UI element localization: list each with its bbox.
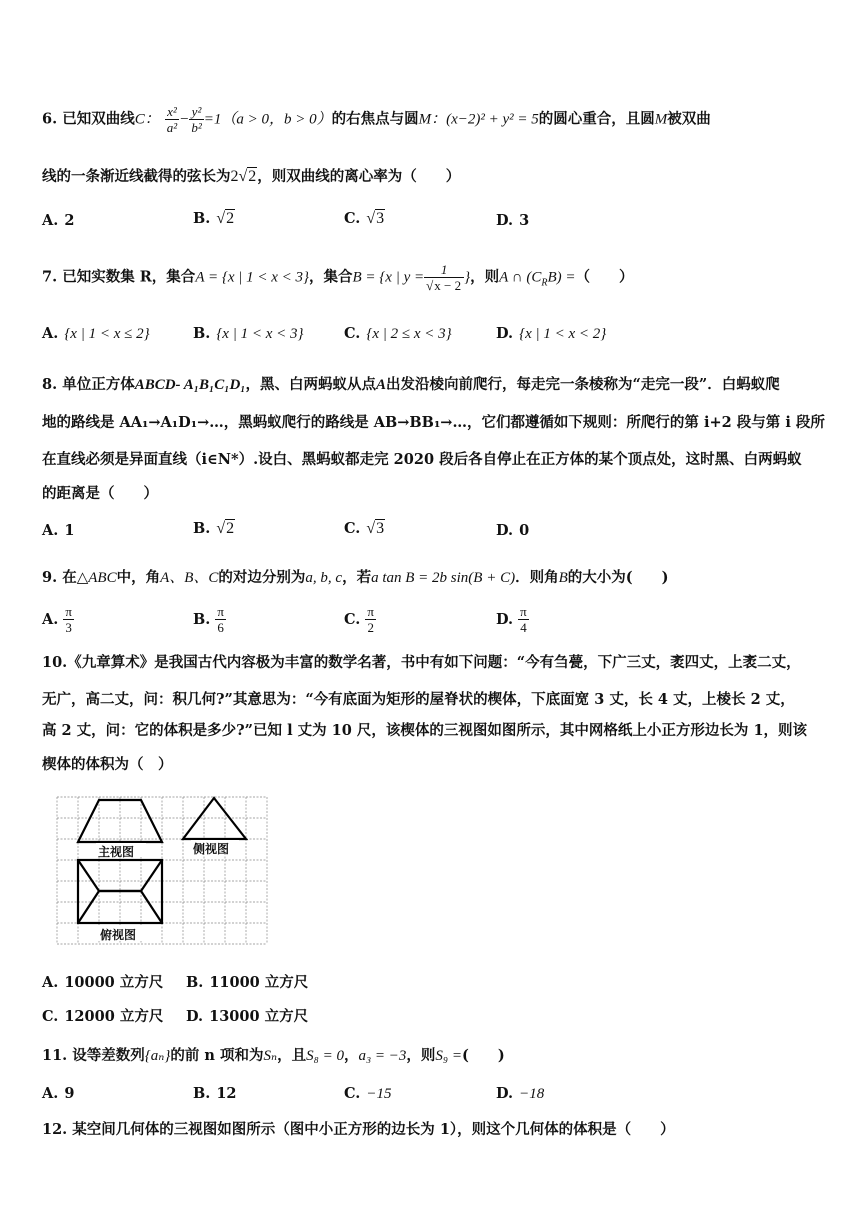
frac-num: 1 (424, 262, 464, 278)
q6-option-c[interactable]: C. √3 (344, 210, 385, 227)
q9-number: 9. (42, 569, 58, 586)
option-label: A. (42, 974, 59, 991)
q11-text: ， (343, 1047, 359, 1064)
q7-sub: R (541, 277, 548, 289)
frac-num: x² (165, 104, 179, 120)
option-label: B. (186, 974, 204, 991)
frac-den: a² (166, 120, 178, 135)
q10-line-1 (42, 651, 801, 672)
q8-option-a[interactable] (42, 522, 74, 539)
q7-option-d[interactable] (496, 325, 606, 343)
option-label: C. (344, 611, 361, 628)
option-label: B. (193, 611, 211, 628)
q7-option-b[interactable] (193, 325, 304, 343)
q8-line-1 (42, 373, 780, 394)
q7-text: 已知实数集 R，集合 (62, 268, 196, 286)
q6-text: 的圆心重合，且圆 (538, 110, 655, 128)
frac-den: 4 (520, 620, 527, 635)
option-value: −18 (519, 1086, 545, 1102)
q8-text: 单位正方体 (62, 376, 135, 393)
option-value: 13000 立方尺 (209, 1008, 309, 1025)
option-value: 12 (216, 1085, 237, 1102)
q8-text: ，黑、白两蚂蚁从点 (245, 376, 377, 393)
frac-num: π (367, 604, 374, 619)
frac-num: π (520, 604, 527, 619)
q6-text: 线的一条渐近线截得的弦长为 (42, 168, 231, 185)
option-value: 9 (64, 1085, 75, 1102)
option-label: D. (496, 1085, 514, 1102)
q7-option-c[interactable] (344, 325, 452, 343)
q11-number: 11. (42, 1047, 68, 1064)
option-label: C. (344, 520, 361, 537)
option-label: D. (496, 325, 514, 342)
q6-frac-y (189, 104, 203, 135)
frac-den: 6 (217, 620, 224, 635)
q6-eq: =1 (203, 111, 222, 128)
q8-option-b[interactable]: B. √2 (193, 520, 235, 537)
q7-line (42, 262, 633, 293)
q11-option-b[interactable] (193, 1085, 237, 1102)
q6-text: 已知双曲线 (62, 110, 135, 128)
q7-brace: } (464, 269, 471, 286)
q12-text: 某空间几何体的三视图如图所示（图中小正方形的边长为 1），则这个几何体的体积是（ ） (72, 1121, 675, 1138)
q6-frac-x (165, 104, 179, 135)
q9-angles: A、B、C (160, 570, 219, 586)
q9-text: ，若 (342, 569, 372, 586)
option-value: 11000 立方尺 (209, 974, 309, 991)
option-label: B. (193, 210, 211, 227)
option-value: 3 (376, 210, 385, 227)
frac-den: x − 2 (434, 278, 462, 293)
front-view-label: 主视图 (98, 845, 135, 859)
option-label: D. (186, 1008, 204, 1025)
q9-equation: a tan B = 2b sin(B + C) (371, 570, 516, 586)
q9-option-b[interactable] (193, 604, 226, 635)
q6-option-a[interactable] (42, 212, 74, 229)
frac-den: b² (191, 120, 202, 135)
q6-option-d[interactable] (496, 212, 529, 229)
q6-m: M (654, 111, 668, 128)
q9-text: 中，角 (116, 569, 161, 586)
option-value: {x | 1 < x < 2} (519, 326, 607, 342)
option-value: 0 (519, 522, 530, 539)
q7-text: ，则 (470, 268, 500, 286)
option-value: 2 (64, 212, 75, 229)
q7-option-a[interactable] (42, 325, 150, 343)
q8-number: 8. (42, 376, 58, 393)
option-value: −15 (366, 1086, 392, 1102)
q9-text: ．则角 (515, 569, 559, 586)
q6-number: 6. (42, 110, 58, 128)
frac-den: 3 (65, 620, 72, 635)
option-label: B. (193, 1085, 211, 1102)
q6-line-2 (42, 165, 460, 186)
q6-chord-value: 2√2 (230, 168, 257, 185)
option-label: C. (42, 1008, 59, 1025)
q8-cube: ABCD- A₁B₁C₁D₁ (134, 377, 246, 393)
q8-point: A (376, 377, 387, 393)
q11-line (42, 1044, 505, 1065)
option-frac (215, 604, 226, 635)
q9-text: 的对边分别为 (218, 569, 306, 586)
q11-sn: Sₙ (263, 1048, 278, 1064)
top-view-label: 俯视图 (100, 928, 137, 942)
option-label: C. (344, 210, 361, 227)
option-value: 2 (226, 520, 235, 537)
q7-text: ，集合 (309, 268, 353, 286)
q9-option-c[interactable] (344, 604, 376, 635)
q9-text: 在 (62, 569, 77, 586)
q12-number: 12. (42, 1121, 68, 1138)
q8-text: 出发沿棱向前爬行，每走完一条棱称为“走完一段”．白蚂蚁爬 (386, 376, 780, 393)
q6-option-b[interactable]: B. √2 (193, 210, 235, 227)
q6-text: 被双曲 (667, 110, 711, 128)
frac-num: π (65, 604, 72, 619)
q10-option-b[interactable] (186, 971, 308, 992)
q9-line (42, 566, 669, 587)
option-frac (63, 604, 74, 635)
q11-text: 的前 n 项和为 (170, 1047, 264, 1064)
q6-line-1: 6. 已知双曲线C： $\frac{\text{x²}}{\text{a²}}$ − $\frac{\text{y²}}{\text{b²}}$ =1（a > 0，b > 0）的右焦点与圆M：(x−2)² + y² = 5的圆心重合，且圆M被双曲 (42, 104, 711, 135)
option-value: 1 (64, 522, 75, 539)
option-label: D. (496, 611, 514, 628)
q7-frac: $\frac{1}{√x - 2}$ (424, 262, 464, 293)
option-label: A. (42, 212, 59, 229)
q7-set-a: A = {x | 1 < x < 3} (195, 269, 310, 286)
option-value: {x | 1 < x ≤ 2} (64, 326, 150, 342)
q9-angle-b: B (558, 570, 568, 586)
q7-number: 7. (42, 268, 58, 286)
three-view-grid (56, 796, 268, 946)
q9-option-d[interactable] (496, 604, 529, 635)
q11-text: 设等差数列 (72, 1047, 145, 1064)
q10-line-4: 楔体的体积为（ ） (42, 756, 173, 773)
q8-line-3: 在直线必须是异面直线（i∈N*）.设白、黑蚂蚁都走完 2020 段后各自停止在正方体的某个顶点处，这时黑、白两蚂蚁 (42, 451, 802, 468)
q9-triangle: △ABC (76, 570, 117, 586)
q7-set-b: B = {x | y = (352, 269, 425, 286)
q6-curve: C： (134, 111, 160, 128)
option-label: A. (42, 522, 59, 539)
option-label: C. (344, 325, 361, 342)
frac-den: 2 (367, 620, 374, 635)
q10-option-c[interactable] (42, 1005, 163, 1026)
option-value: {x | 1 < x < 3} (216, 326, 304, 342)
q11-text: ，则 (406, 1047, 436, 1064)
q8-option-d[interactable] (496, 522, 529, 539)
q11-a3: a₃ = −3 (358, 1048, 407, 1064)
option-label: B. (193, 325, 211, 342)
option-label: B. (193, 520, 211, 537)
q8-line-4: 的距离是（ ） (42, 485, 158, 502)
q10-text: 《九章算术》是我国古代内容极为丰富的数学名著，书中有如下问题：“今有刍甍，下广三丈，袤四丈，上袤二丈， (67, 654, 801, 671)
q10-option-d[interactable] (186, 1005, 308, 1026)
radicand: 2 (248, 168, 257, 185)
q9-option-a[interactable] (42, 604, 74, 635)
q7-expr: A ∩ (C (499, 269, 542, 286)
q11-option-a[interactable] (42, 1085, 74, 1102)
q8-option-c[interactable]: C. √3 (344, 520, 385, 537)
q10-line-3: 高 2 丈，问：它的体积是多少?”已知 l 丈为 10 尺，该楔体的三视图如图所示，其中网格纸上小正方形边长为 1，则该 (42, 722, 808, 739)
option-value: 3 (519, 212, 530, 229)
q11-paren: ( ) (462, 1047, 505, 1064)
q7-paren: （ ） (575, 268, 634, 286)
option-label: A. (42, 1085, 59, 1102)
q12-line (42, 1118, 675, 1139)
q10-option-a[interactable] (42, 971, 163, 992)
q6-cond: （a > 0，b > 0） (221, 111, 332, 128)
q10-line-2: 无广，高二丈，问：积几何?”其意思为：“今有底面为矩形的屋脊状的楔体，下底面宽 3 丈，长 4 丈，上棱长 2 丈， (42, 691, 795, 708)
q6-text: ，则双曲线的离心率为（ ） (257, 168, 461, 185)
option-label: D. (496, 522, 514, 539)
q11-option-d[interactable] (496, 1085, 544, 1103)
frac-num: π (217, 604, 224, 619)
option-value: 12000 立方尺 (64, 1008, 164, 1025)
q11-option-c[interactable] (344, 1085, 391, 1103)
frac-num: y² (189, 104, 203, 120)
q6-text: 的右焦点与圆 (331, 110, 419, 128)
option-value: 10000 立方尺 (64, 974, 164, 991)
option-frac (518, 604, 529, 635)
q11-s9: S₉ = (435, 1048, 463, 1064)
side-view-label: 侧视图 (193, 842, 230, 856)
option-label: D. (496, 212, 514, 229)
side-view-triangle (183, 798, 246, 839)
option-label: A. (42, 611, 59, 628)
option-value: 3 (376, 520, 385, 537)
three-view-figure (56, 796, 268, 950)
q10-number: 10. (42, 654, 68, 671)
option-label: A. (42, 325, 59, 342)
option-value: 2 (226, 210, 235, 227)
q11-seq: {aₙ} (144, 1048, 171, 1064)
q6-circle: M：(x−2)² + y² = 5 (418, 111, 539, 128)
option-frac (365, 604, 376, 635)
option-label: C. (344, 1085, 361, 1102)
coef: 2 (230, 168, 239, 185)
q7-expr: B) = (547, 269, 576, 286)
q9-sides: a, b, c (305, 570, 343, 586)
q11-text: ，且 (277, 1047, 307, 1064)
q8-line-2: 地的路线是 AA₁→A₁D₁→…，黑蚂蚁爬行的路线是 AB→BB₁→…，它们都遵循如下规则：所爬行的第 i+2 段与第 i 段所 (42, 414, 825, 431)
option-value: {x | 2 ≤ x < 3} (366, 326, 452, 342)
q11-s8: S₈ = 0 (306, 1048, 344, 1064)
q9-text: 的大小为( ) (567, 569, 669, 586)
